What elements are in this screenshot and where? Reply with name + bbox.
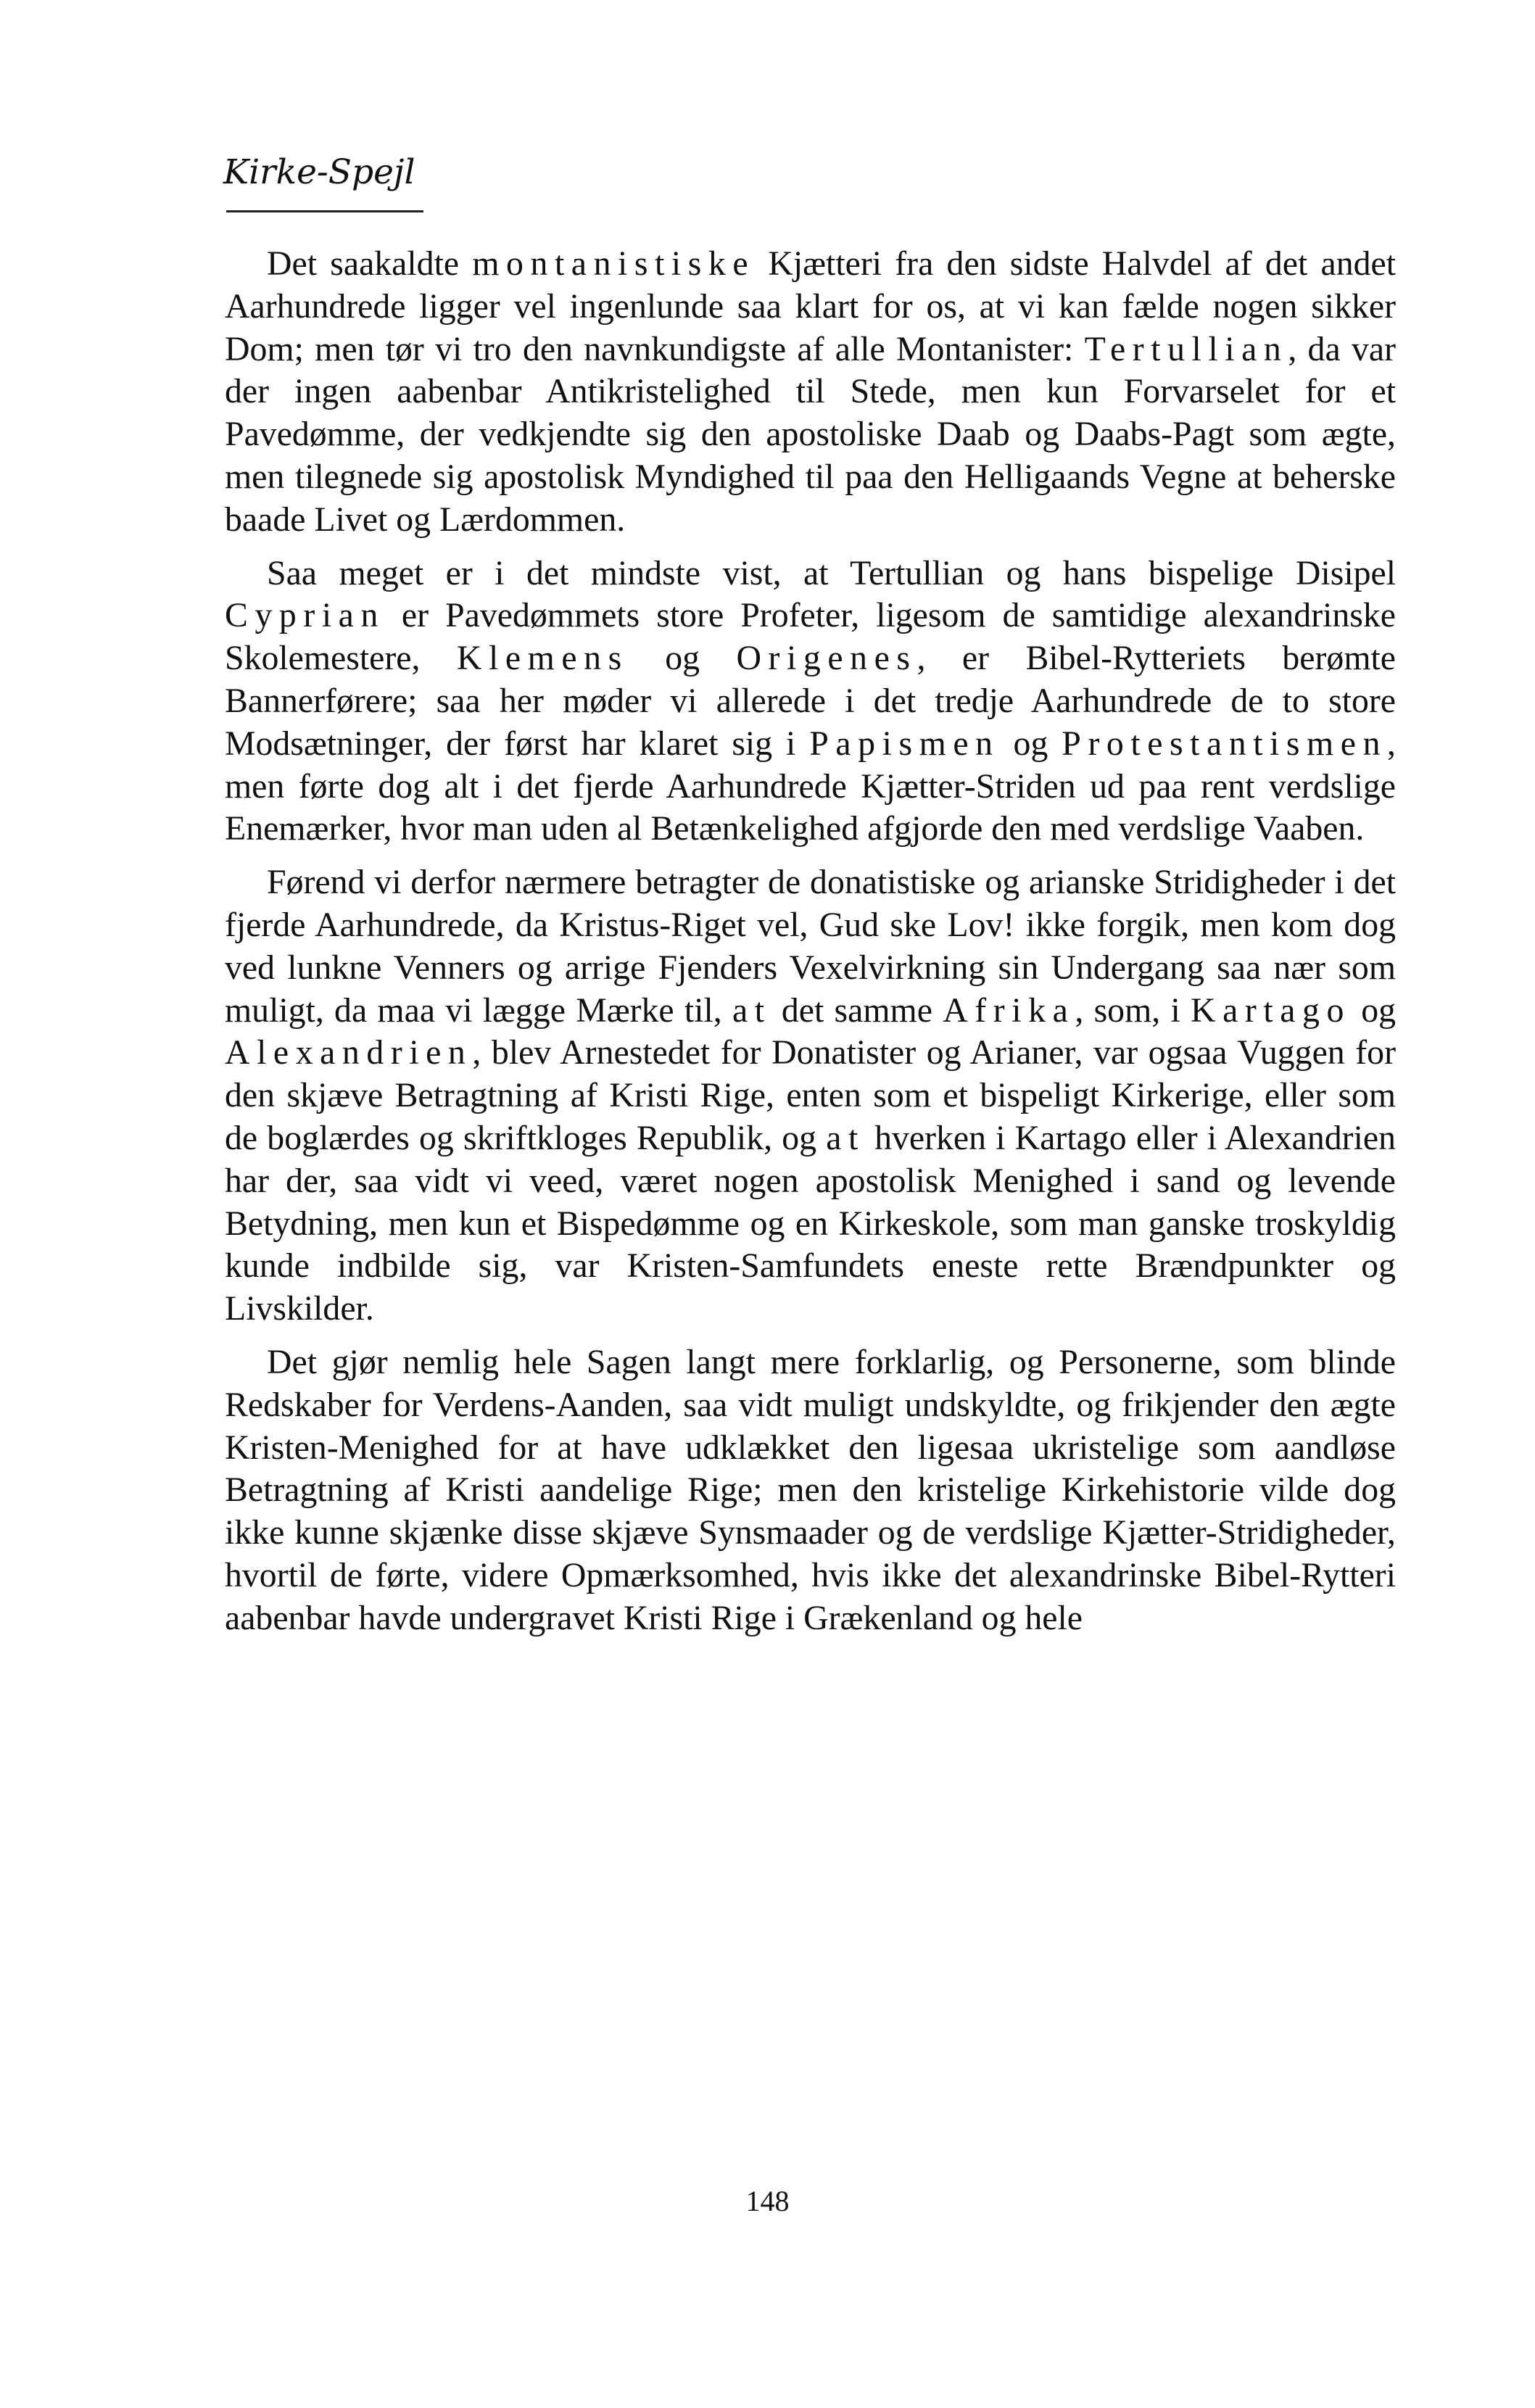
spaced-term: at	[826, 1118, 865, 1157]
paragraph	[225, 553, 1396, 851]
spaced-term: Tertullian	[1084, 329, 1288, 368]
spaced-term: at	[732, 990, 771, 1030]
spaced-term: Cyprian	[225, 596, 385, 635]
text-span: og	[628, 639, 737, 678]
text-span: , blev Arnestedet for Donatister og Arianer, var ogsaa Vuggen for den skjæve Betragtning af Kristi Rige, enten som et bispeligt Kirkerige, eller som de boglærdes og skriftkloges Republik, og	[225, 1033, 1396, 1157]
text-span: Kjætteri fra den sidste Halvdel af det andet Aarhundrede ligger vel ingenlunde saa klart for os, at vi kan fælde nogen sikker Dom; men tør vi tro den navnkundigste af alle Montanister:	[225, 244, 1396, 368]
text-span: og	[1350, 990, 1396, 1030]
paragraph	[225, 243, 1396, 542]
text-span: , da var der ingen aabenbar Antikristelighed til Stede, men kun Forvarselet for et Pavedømme, der vedkjendte sig den apostoliske Daab og Daabs-Pagt som ægte, men tilegnede sig apostolisk Myndighed til paa den Helligaands Vegne at beherske baade Livet og Lærdommen.	[225, 329, 1396, 539]
body-text	[225, 243, 1396, 1651]
text-span: det samme	[771, 990, 943, 1030]
header-rule	[226, 210, 423, 212]
text-span: Det gjør nemlig hele Sagen langt mere forklarlig, og Personerne, som blinde Redskaber for Verdens-Aanden, saa vidt muligt undskyldte, og frikjender den ægte Kristen-Menighed for at have udklækket den ligesaa ukristelige som aandløse Betragtning af Kristi aandelige Rige; men den kristelige Kirkehistorie vilde dog ikke kunne skjænke disse skjæve Synsmaader og de verdslige Kjætter-Stridigheder, hvortil de førte, videre Opmærksomhed, hvis ikke det alexandrinske Bibel-Rytteri aabenbar havde undergravet Kristi Rige i Grækenland og hele	[225, 1342, 1396, 1637]
spaced-term: Papismen	[809, 724, 1000, 763]
spaced-term: montanistiske	[472, 244, 756, 283]
text-span: , men førte dog alt i det fjerde Aarhundrede Kjætter-Striden ud paa rent verdslige Enemærker, hvor man uden al Betænkelighed afgjorde den med verdslige Vaaben.	[225, 724, 1396, 848]
spaced-term: Klemens	[456, 639, 629, 678]
paragraph	[225, 1341, 1396, 1640]
spaced-term: Origenes	[736, 639, 917, 678]
text-span: og	[999, 724, 1062, 763]
page-number: 148	[745, 2185, 790, 2217]
text-span: er Pavedømmets store Profeter, ligesom de samtidige alexandrinske Skolemestere,	[225, 596, 1396, 678]
text-span: , som, i	[1075, 990, 1191, 1030]
spaced-term: Afrika	[943, 990, 1075, 1030]
running-title: Kirke-Spejl	[223, 152, 415, 192]
text-span: Saa meget er i det mindste vist, at Tertullian og hans bispelige Disipel	[267, 553, 1396, 592]
text-span: Førend vi derfor nærmere betragter de donatistiske og arianske Stridigheder i det fjerde Aarhundrede, da Kristus-Riget vel, Gud ske Lov! ikke forgik, men kom dog ved lunkne Venners og arrige Fjenders Vexelvirkning sin Undergang saa nær som muligt, da maa vi lægge Mærke til,	[225, 863, 1396, 1030]
text-span: hverken i Kartago eller i Alexandrien har der, saa vidt vi veed, været nogen apostolisk Menighed i sand og levende Betydning, men kun et Bispedømme og en Kirkeskole, som man ganske troskyldig kunde indbilde sig, var Kristen-Samfundets eneste rette Brændpunkter og Livskilder.	[225, 1118, 1396, 1328]
spaced-term: Kartago	[1191, 990, 1351, 1030]
text-span: , er Bibel-Rytteriets berømte Bannerførere; saa her møder vi allerede i det tredje Aarhundrede de to store Modsætninger, der først har klaret sig i	[225, 639, 1396, 763]
text-span: Det saakaldte	[267, 244, 473, 283]
spaced-term: Alexandrien	[225, 1033, 473, 1072]
spaced-term: Protestantismen	[1062, 724, 1388, 763]
paragraph	[225, 861, 1396, 1331]
